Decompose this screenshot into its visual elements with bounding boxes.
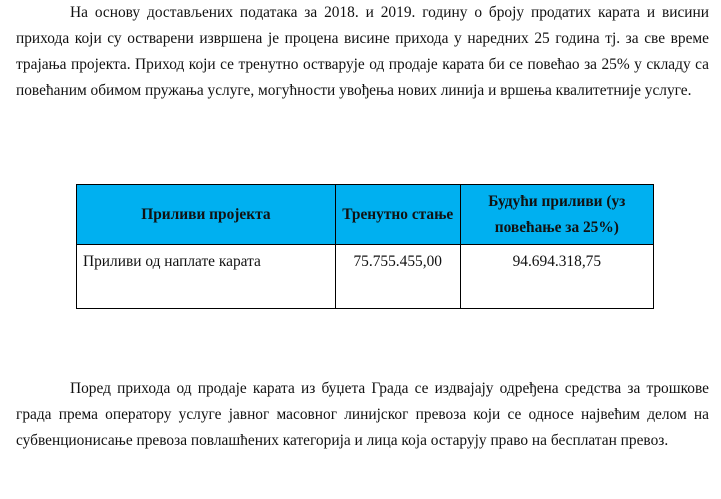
row-current-value: 75.755.455,00 (335, 245, 460, 309)
table-row (77, 245, 654, 309)
header-project-inflows: Приливи пројекта (77, 185, 336, 245)
header-future-inflows: Будући приливи (уз повећање за 25%) (460, 185, 653, 245)
closing-paragraph: Поред прихода од продаје карата из буџета Града се издвајају одређена средства за трошкове града према оператору услуге јавног масовног линијског превоза који се односе највећим делом на субвенционисање превоза повлашћених категорија и лица која остарују право на бесплатан превоз. (16, 380, 709, 449)
header-current-state: Тренутно стање (335, 185, 460, 245)
row-label: Приливи од наплате карата (77, 245, 336, 309)
row-future-value: 94.694.318,75 (460, 245, 653, 309)
table-header-row (77, 185, 654, 245)
revenue-table (76, 184, 654, 309)
intro-paragraph: На основу достављених података за 2018. и 2019. годину о броју продатих карата и висини прихода који су остварени извршена је процена висине прихода у наредних 25 година тј. за све време трајања пројекта. Приход који се тренутно остварује од продаје карата би се повећао за 25% у складу са повећаним обимом пружања услуге, могућности увођења нових линија и вршења квалитетније услуге. (16, 4, 709, 99)
